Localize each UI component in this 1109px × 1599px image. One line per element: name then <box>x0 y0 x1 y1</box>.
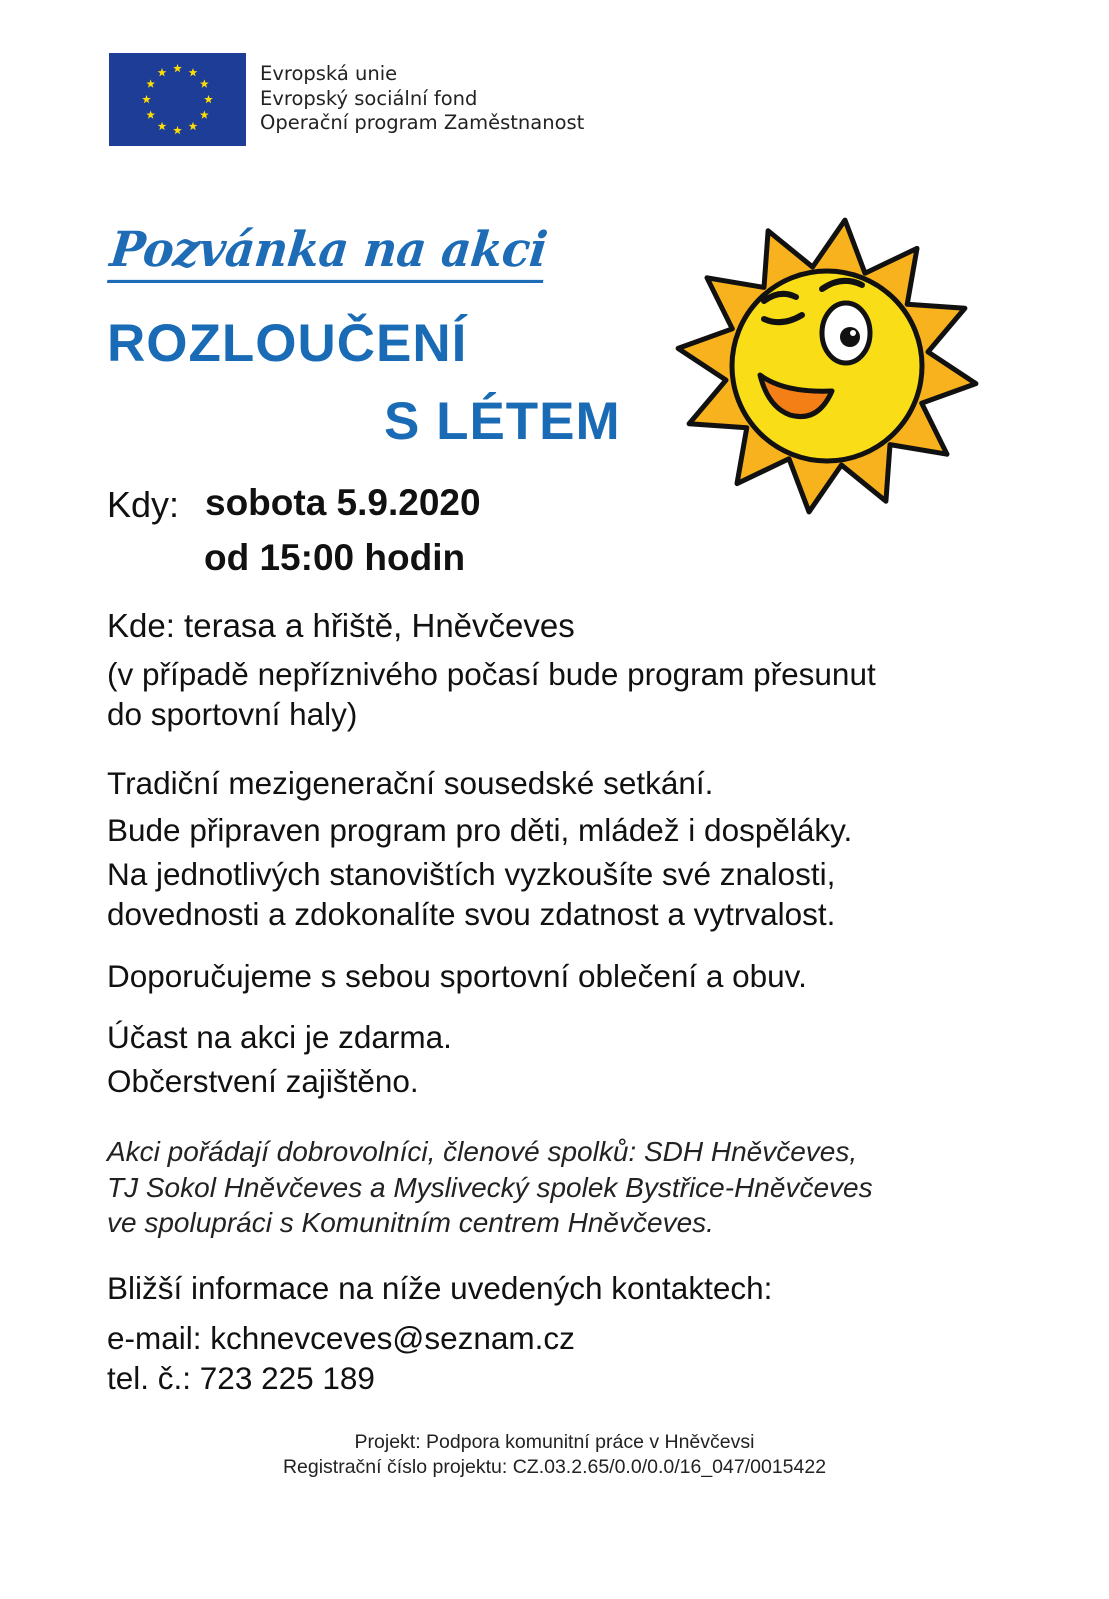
when-label: Kdy: <box>107 484 180 525</box>
refreshments-text: Občerstvení zajištěno. <box>107 1063 419 1099</box>
eu-flag-icon <box>109 53 246 146</box>
description-line4: dovednosti a zdokonalíte svou zdatnost a vytrvalost. <box>107 896 836 932</box>
footer-project: Projekt: Podpora komunitní práce v Hněvčevsi <box>354 1431 755 1453</box>
description-line3: Na jednotlivých stanovištích vyzkoušíte své znalosti, <box>107 856 836 892</box>
free-entry-text: Účast na akci je zdarma. <box>107 1019 452 1055</box>
recommendation-text: Doporučujeme s sebou sportovní oblečení a obuv. <box>107 958 807 994</box>
weather-note-line2: do sportovní haly) <box>107 696 358 732</box>
footer-registration: Registrační číslo projektu: CZ.03.2.65/0.0/0.0/16_047/0015422 <box>282 1456 827 1478</box>
eu-funding-text <box>260 62 584 136</box>
eu-line-union: Evropská unie <box>260 62 398 85</box>
event-time: od 15:00 hodin <box>204 537 466 578</box>
weather-note-line1: (v případě nepříznivého počasí bude program přesunut <box>107 656 876 692</box>
contact-phone: tel. č.: 723 225 189 <box>107 1360 375 1396</box>
winking-sun-icon <box>672 215 982 520</box>
contacts-intro: Bližší informace na níže uvedených kontaktech: <box>107 1270 773 1306</box>
description-line2: Bude připraven program pro děti, mládež i dospěláky. <box>107 812 853 848</box>
event-location: Kde: terasa a hřiště, Hněvčeves <box>107 607 575 644</box>
description-line1: Tradiční mezigenerační sousedské setkání. <box>107 765 714 801</box>
organizers-line2: TJ Sokol Hněvčeves a Myslivecký spolek Bystřice-Hněvčeves <box>107 1172 873 1203</box>
organizers-line1: Akci pořádají dobrovolníci, členové spolků: SDH Hněvčeves, <box>107 1136 858 1167</box>
eu-line-fund: Evropský sociální fond <box>260 86 478 110</box>
contact-email: e-mail: kchnevceves@seznam.cz <box>107 1320 575 1356</box>
eu-line-program: Operační program Zaměstnanost <box>260 111 585 134</box>
invitation-script-title: Pozvánka na akci <box>107 221 550 283</box>
organizers-line3: ve spolupráci s Komunitním centrem Hněvčeves. <box>107 1207 714 1238</box>
event-title-line1: ROZLOUČENÍ <box>107 314 468 373</box>
event-date: sobota 5.9.2020 <box>205 482 481 523</box>
event-title-line2: S LÉTEM <box>384 392 621 451</box>
